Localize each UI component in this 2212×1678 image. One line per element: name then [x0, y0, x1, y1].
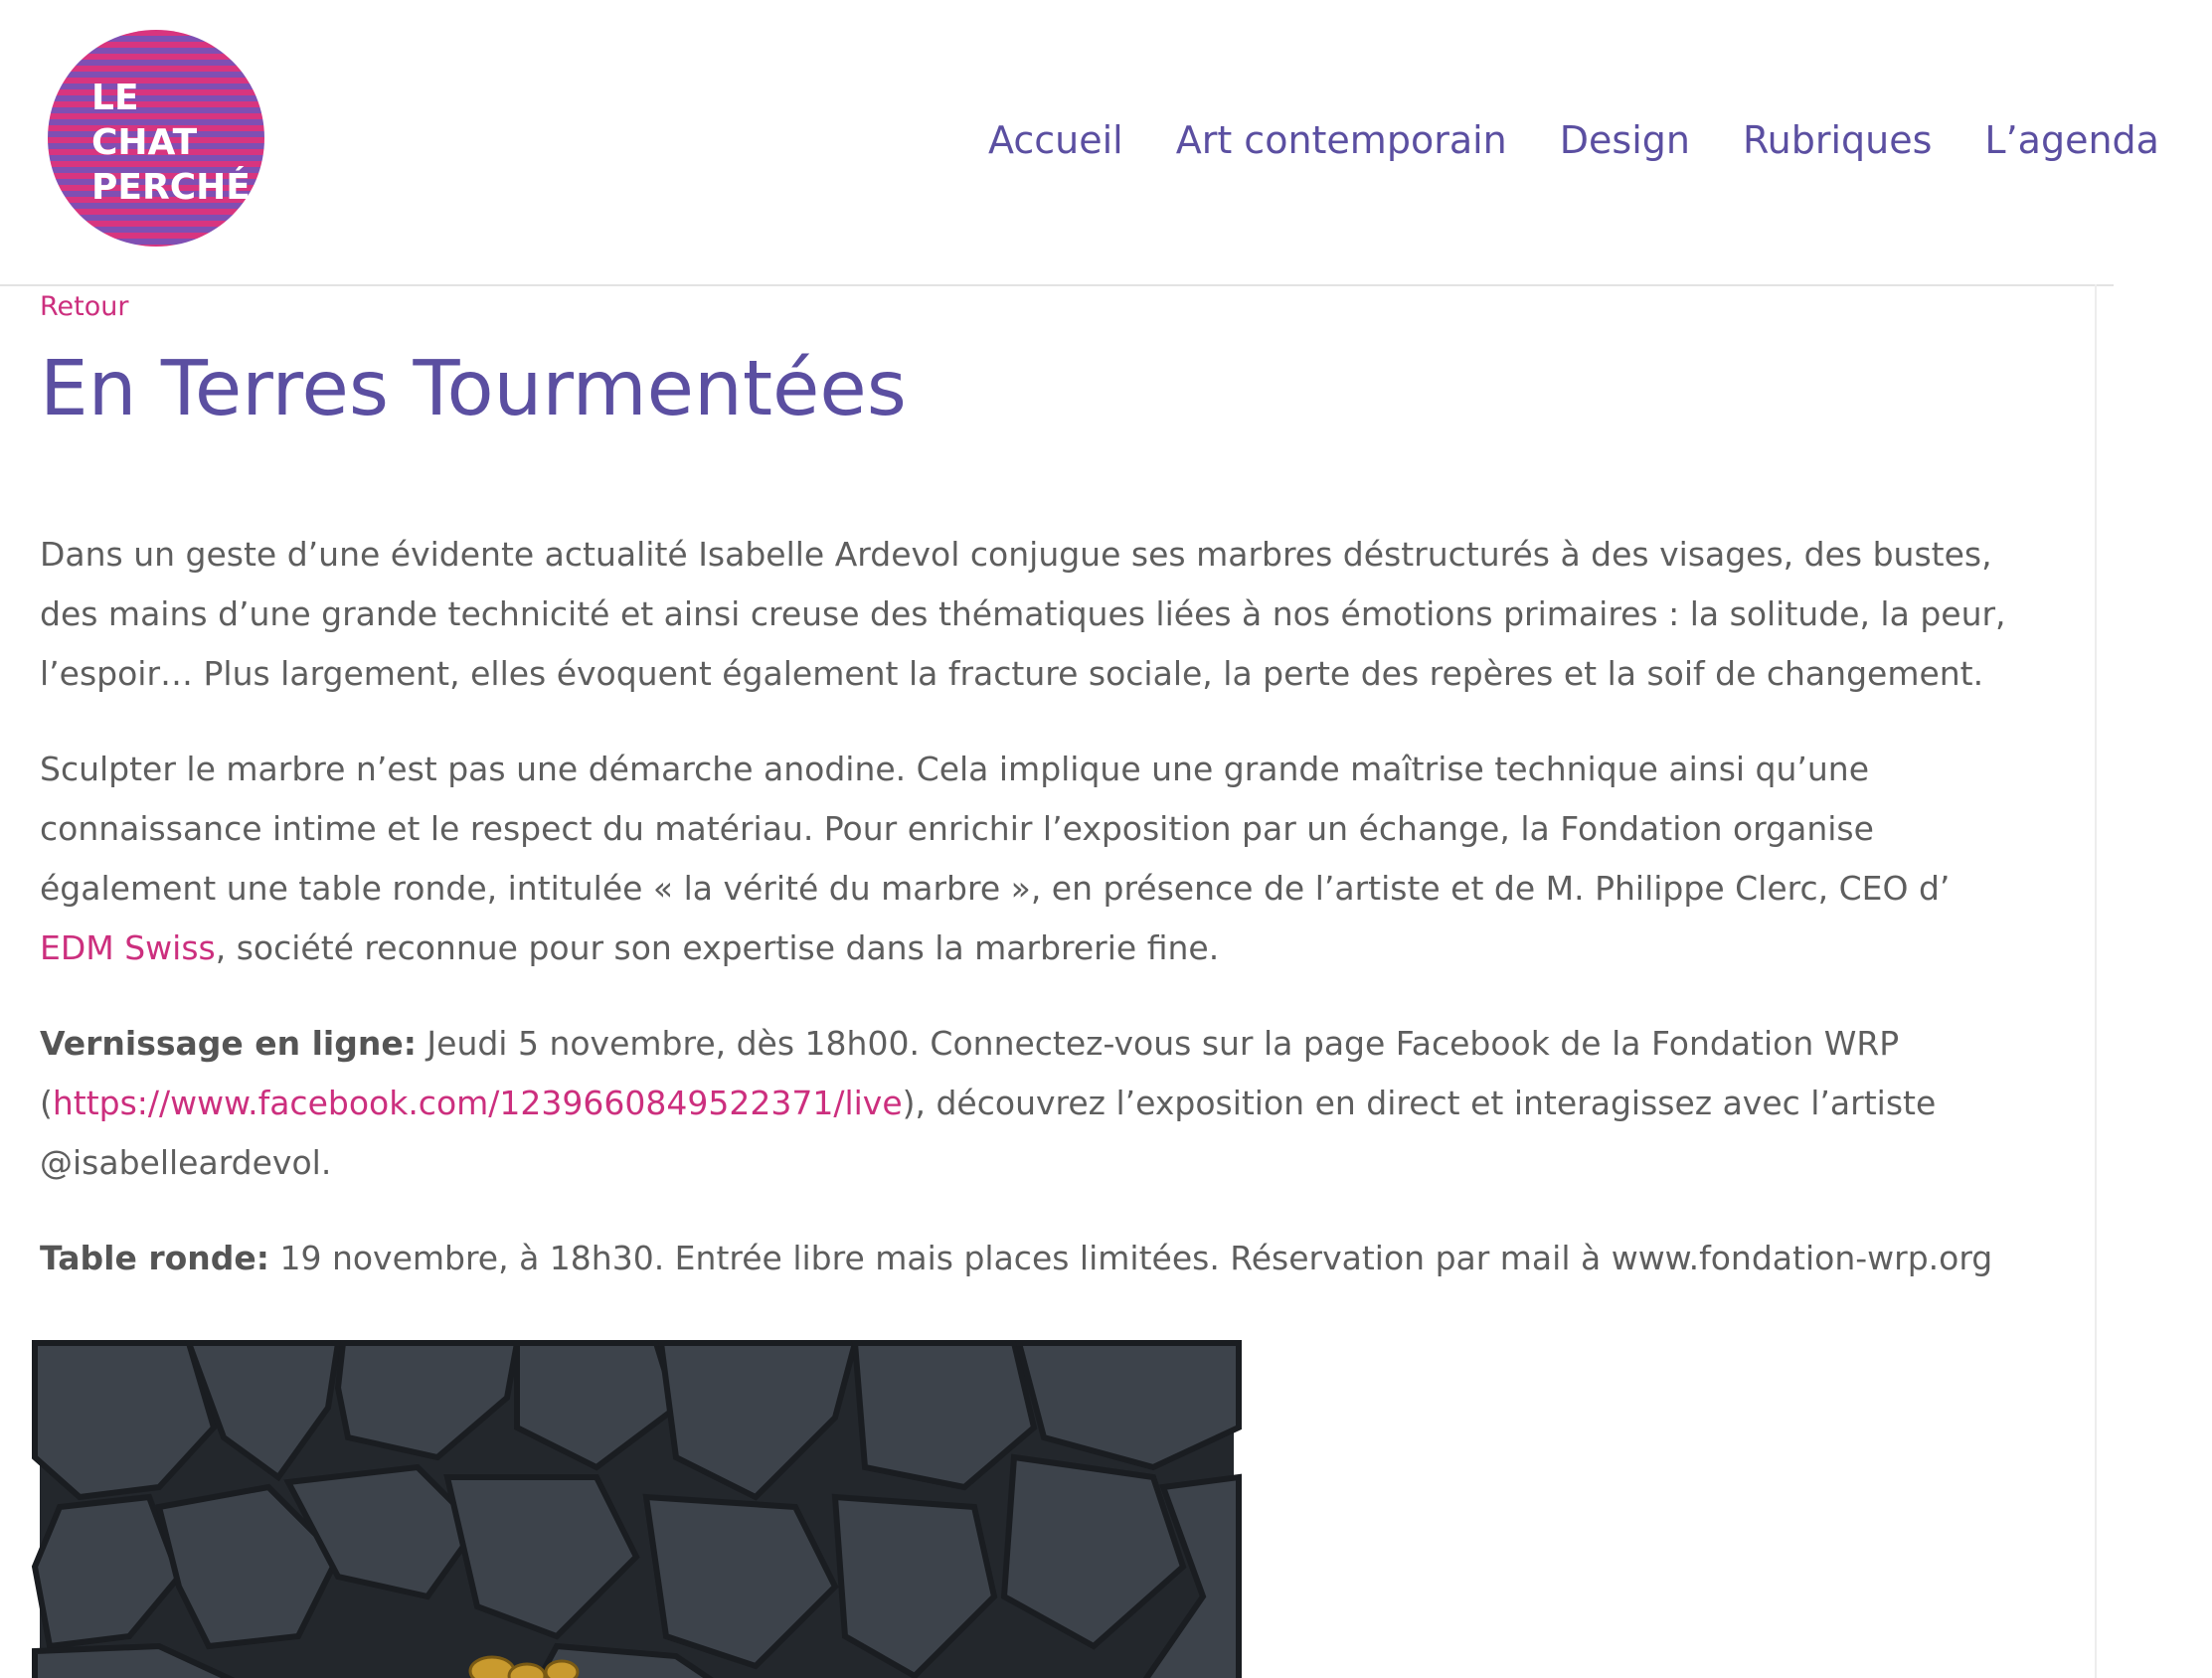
content-divider	[2095, 284, 2097, 1678]
logo-line-1: LE	[91, 78, 139, 118]
site-logo[interactable]	[48, 30, 264, 247]
text-line: des mains d’une grande technicité et ainsi creuse des thématiques liées à nos émotions primaires : la solitude, la peur,	[40, 594, 2006, 633]
table-ronde-text: 19 novembre, à 18h30. Entrée libre mais places limitées. Réservation par mail à www.fondation-wrp.org	[268, 1239, 1993, 1277]
paragraph-table-ronde	[40, 1229, 1993, 1288]
edm-swiss-link[interactable]: EDM Swiss	[40, 928, 216, 967]
marble-image	[40, 1348, 1234, 1678]
text-line: l’espoir… Plus largement, elles évoquent également la fracture sociale, la perte des repères et la soif de changement.	[40, 654, 1984, 693]
back-link[interactable]: Retour	[40, 291, 129, 322]
text-line: Sculpter le marbre n’est pas une démarche anodine. Cela implique une grande maîtrise technique ainsi qu’une	[40, 750, 1870, 788]
text-after-link: , société reconnue pour son expertise dans la marbrerie fine.	[215, 928, 1220, 967]
text-line: Dans un geste d’une évidente actualité Isabelle Ardevol conjugue ses marbres déstructurés à des visages, des bustes,	[40, 535, 1992, 574]
artwork-photo	[40, 1348, 1234, 1678]
nav-item-art-contemporain[interactable]: Art contemporain	[1175, 118, 1507, 162]
logo-graphic	[48, 30, 264, 247]
article-body	[40, 525, 2006, 1324]
logo-line-3: PERCHÉ	[91, 167, 251, 208]
main-nav	[988, 111, 2212, 169]
nav-item-accueil[interactable]: Accueil	[988, 118, 1123, 162]
text-line: également une table ronde, intitulée « la vérité du marbre », en présence de l’artiste et de M. Philippe Clerc, CEO d’	[40, 869, 1951, 908]
paragraph-vernissage	[40, 1014, 1988, 1193]
text-line	[40, 919, 1988, 978]
paragraph-marble	[40, 740, 1988, 978]
article-title: En Terres Tourmentées	[40, 345, 907, 433]
nav-item-rubriques[interactable]: Rubriques	[1742, 118, 1933, 162]
nav-item-agenda[interactable]: L’agenda	[1984, 118, 2159, 162]
site-header	[0, 0, 2159, 286]
text-line	[40, 1074, 1988, 1133]
paragraph-intro	[40, 525, 2006, 704]
vernissage-label: Vernissage en ligne:	[40, 1024, 417, 1063]
open-paren: (	[40, 1084, 53, 1122]
artist-handle: @isabelleardevol.	[40, 1143, 332, 1182]
logo-line-2: CHAT	[91, 122, 198, 163]
table-ronde-label: Table ronde:	[40, 1239, 269, 1277]
vernissage-text: Jeudi 5 novembre, dès 18h00. Connectez-vous sur la page Facebook de la Fondation WRP	[416, 1024, 1900, 1063]
nav-item-design[interactable]: Design	[1559, 118, 1690, 162]
facebook-live-link[interactable]: https://www.facebook.com/1239660849522371/live	[52, 1084, 903, 1122]
text-line: connaissance intime et le respect du matériau. Pour enrichir l’exposition par un échange, la Fondation organise	[40, 809, 1874, 848]
text-after-link: ), découvrez l’exposition en direct et interagissez avec l’artiste	[902, 1084, 1937, 1122]
text-line	[40, 1229, 1993, 1288]
text-line	[40, 1014, 1988, 1074]
